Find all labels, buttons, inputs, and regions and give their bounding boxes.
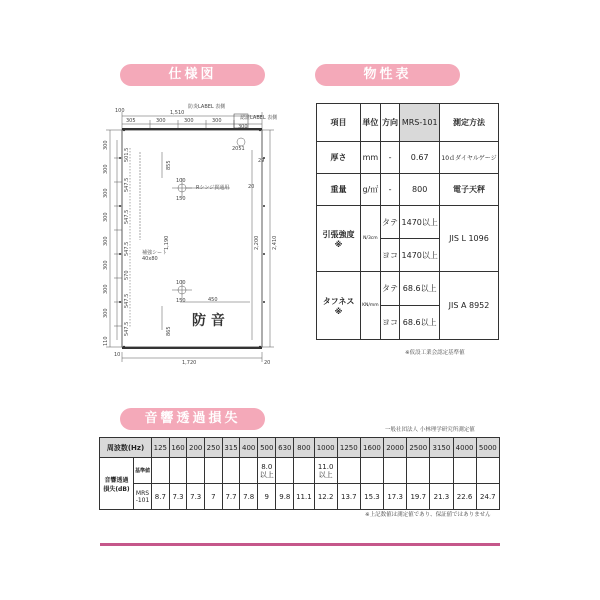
drawing-dim-top-1: 305 [126, 118, 136, 124]
drawing-dim-20: 20 [248, 184, 255, 190]
thickness-item: 厚さ [317, 142, 361, 174]
drawing-dim-top-5: 300 [238, 124, 248, 130]
frequency-cell: 125 [152, 438, 170, 458]
drawing-dim-left-9: 110 [103, 336, 109, 346]
standard-row [100, 458, 500, 484]
tensile-dir-1: タテ [380, 206, 400, 239]
panel-text: 防 音 [192, 313, 225, 329]
spec-drawing-title: 仕様図 [120, 64, 265, 86]
thickness-dir: - [380, 142, 400, 174]
standard-cell [360, 458, 383, 484]
drawing-dim-bottom-total: 1,720 [182, 360, 197, 366]
drawing-dim-left-1: 300 [103, 140, 109, 150]
drawing-dim-inner-7: 547.5 [124, 321, 130, 336]
loss-value-cell: 9 [258, 484, 276, 510]
drawing-dim-right-total: 2,410 [272, 235, 278, 250]
standard-label: 基準値 [134, 458, 152, 484]
drawing-lines [100, 100, 290, 380]
drawing-label-cert-label: 認証LABEL 表側 [240, 115, 278, 121]
header-unit: 単位 [361, 104, 381, 142]
sound-source: 一般社団法人 小林理学研究所測定値 [385, 427, 475, 433]
drawing-label-grommet: Rシンジ貫通用 [196, 185, 230, 191]
tough-unit: KN/mm [361, 272, 381, 340]
standard-cell [169, 458, 187, 484]
standard-cell [240, 458, 258, 484]
properties-title: 物性表 [315, 64, 460, 86]
loss-value-cell: 8.7 [152, 484, 170, 510]
tensile-dir-2: ヨコ [380, 239, 400, 272]
drawing-dim-inner-5: 570 [124, 270, 130, 280]
loss-value-cell: 15.3 [360, 484, 383, 510]
frequency-cell: 500 [258, 438, 276, 458]
loss-value-cell: 21.3 [430, 484, 453, 510]
frequency-cell: 400 [240, 438, 258, 458]
loss-value-cell: 24.7 [476, 484, 499, 510]
tough-dir-2: ヨコ [380, 306, 400, 340]
drawing-dim-top-2: 300 [156, 118, 166, 124]
tensile-value-1: 1470以上 [400, 206, 440, 239]
standard-cell [205, 458, 223, 484]
loss-value-cell: 9.8 [276, 484, 294, 510]
frequency-cell: 5000 [476, 438, 499, 458]
weight-dir: - [380, 174, 400, 206]
drawing-dim-top-width: 1,510 [170, 110, 185, 116]
drawing-dim-29: 29 [258, 158, 265, 164]
loss-value-cell: 13.7 [337, 484, 360, 510]
loss-value-cell: 17.3 [384, 484, 407, 510]
frequency-cell: 1600 [360, 438, 383, 458]
loss-value-cell: 7.3 [169, 484, 187, 510]
frequency-cell: 200 [187, 438, 205, 458]
frequency-cell: 3150 [430, 438, 453, 458]
tough-dir-1: タテ [380, 272, 400, 306]
drawing-dim-inner-2: 547.5 [124, 177, 130, 192]
frequency-cell: 160 [169, 438, 187, 458]
drawing-dim-left-6: 300 [103, 260, 109, 270]
drawing-dim-top-3: 300 [184, 118, 194, 124]
standard-cell [453, 458, 476, 484]
loss-value-cell: 11.1 [294, 484, 314, 510]
properties-header-row [317, 104, 499, 142]
footer-bar [100, 543, 500, 546]
drawing-dim-left-2: 300 [103, 164, 109, 174]
tough-value-2: 68.6以上 [400, 306, 440, 340]
tensile-method: JIS L 1096 [439, 206, 498, 272]
thickness-value: 0.67 [400, 142, 440, 174]
weight-value: 800 [400, 174, 440, 206]
loss-value-cell: 22.6 [453, 484, 476, 510]
thickness-method: 10ｄダイヤルゲージ [439, 142, 498, 174]
drawing-dim-bottom-right: 20 [264, 360, 271, 366]
standard-cell [294, 458, 314, 484]
frequency-cell: 1000 [314, 438, 337, 458]
loss-value-cell: 12.2 [314, 484, 337, 510]
frequency-cell: 630 [276, 438, 294, 458]
weight-unit: g/㎡ [361, 174, 381, 206]
drawing-dim-150a: 150 [176, 196, 186, 202]
row-tough-1 [317, 272, 499, 306]
drawing-dim-center: 1,190 [164, 235, 170, 250]
frequency-row [100, 438, 500, 458]
row-weight [317, 174, 499, 206]
loss-value-cell: 7.8 [240, 484, 258, 510]
standard-cell [430, 458, 453, 484]
row-thickness [317, 142, 499, 174]
product-row [100, 484, 500, 510]
sound-note: ※上記数値は測定値であり、保証値ではありません [365, 512, 491, 518]
standard-cell [276, 458, 294, 484]
tensile-item: 引張強度 ※ [317, 206, 361, 272]
header-direction: 方向 [380, 104, 400, 142]
frequency-cell: 1250 [337, 438, 360, 458]
drawing-dim-top-4: 300 [212, 118, 222, 124]
loss-value-cell: 7.7 [222, 484, 240, 510]
loss-value-cell: 7.3 [187, 484, 205, 510]
sound-title: 音響透過損失 [120, 408, 265, 430]
drawing-dim-inner-4: 547.5 [124, 241, 130, 256]
drawing-dim-left-4: 300 [103, 212, 109, 222]
drawing-label-fire-label: 防炎LABEL 表側 [188, 104, 226, 110]
loss-value-cell: 7 [205, 484, 223, 510]
loss-label: 音響透過 損失(dB) [100, 458, 134, 510]
frequency-cell: 800 [294, 438, 314, 458]
drawing-dim-inner-3: 547.5 [124, 209, 130, 224]
standard-cell [222, 458, 240, 484]
drawing-dim-right-inner: 2,200 [254, 235, 260, 250]
thickness-unit: mm [361, 142, 381, 174]
frequency-cell: 2000 [384, 438, 407, 458]
drawing-dim-100a: 100 [176, 178, 186, 184]
drawing-dim-865: 865 [166, 326, 172, 336]
drawing-circle-label: 2051 [232, 146, 245, 152]
header-product: MRS-101 [400, 104, 440, 142]
properties-note: ※仮設工業会認定基準値 [405, 350, 465, 356]
tensile-unit: N/3cm [361, 206, 381, 272]
frequency-label: 周波数(Hz) [100, 438, 152, 458]
drawing-dim-left-3: 300 [103, 188, 109, 198]
tough-method: JIS A 8952 [439, 272, 498, 340]
frequency-cell: 315 [222, 438, 240, 458]
standard-cell [407, 458, 430, 484]
spec-drawing [100, 100, 290, 380]
standard-cell [187, 458, 205, 484]
loss-value-cell: 19.7 [407, 484, 430, 510]
drawing-dim-inner-1: 501.5 [124, 147, 130, 162]
frequency-cell: 250 [205, 438, 223, 458]
standard-cell [384, 458, 407, 484]
standard-cell [152, 458, 170, 484]
weight-method: 電子天秤 [439, 174, 498, 206]
tensile-value-2: 1470以上 [400, 239, 440, 272]
drawing-dim-left-5: 300 [103, 236, 109, 246]
row-tensile-1 [317, 206, 499, 239]
drawing-dim-150b: 150 [176, 298, 186, 304]
drawing-dim-bottom-left: 10 [114, 352, 121, 358]
tough-item: タフネス ※ [317, 272, 361, 340]
frequency-cell: 2500 [407, 438, 430, 458]
standard-cell: 11.0 以上 [314, 458, 337, 484]
header-method: 測定方法 [439, 104, 498, 142]
weight-item: 重量 [317, 174, 361, 206]
drawing-label-reinforce: 補強シート 40x80 [142, 250, 168, 262]
drawing-dim-inner-6: 547.5 [124, 293, 130, 308]
drawing-dim-855: 855 [166, 160, 172, 170]
properties-table [316, 103, 499, 340]
drawing-dim-left-8: 300 [103, 308, 109, 318]
standard-cell [476, 458, 499, 484]
header-item: 項目 [317, 104, 361, 142]
drawing-dim-100b: 100 [176, 280, 186, 286]
standard-cell: 8.0 以上 [258, 458, 276, 484]
drawing-dim-left-7: 300 [103, 284, 109, 294]
standard-cell [337, 458, 360, 484]
tough-value-1: 68.6以上 [400, 272, 440, 306]
product-label: MRS -101 [134, 484, 152, 510]
drawing-dim-450: 450 [208, 297, 218, 303]
drawing-dim-top-margin: 100 [115, 108, 125, 114]
frequency-cell: 4000 [453, 438, 476, 458]
sound-table [99, 437, 500, 510]
